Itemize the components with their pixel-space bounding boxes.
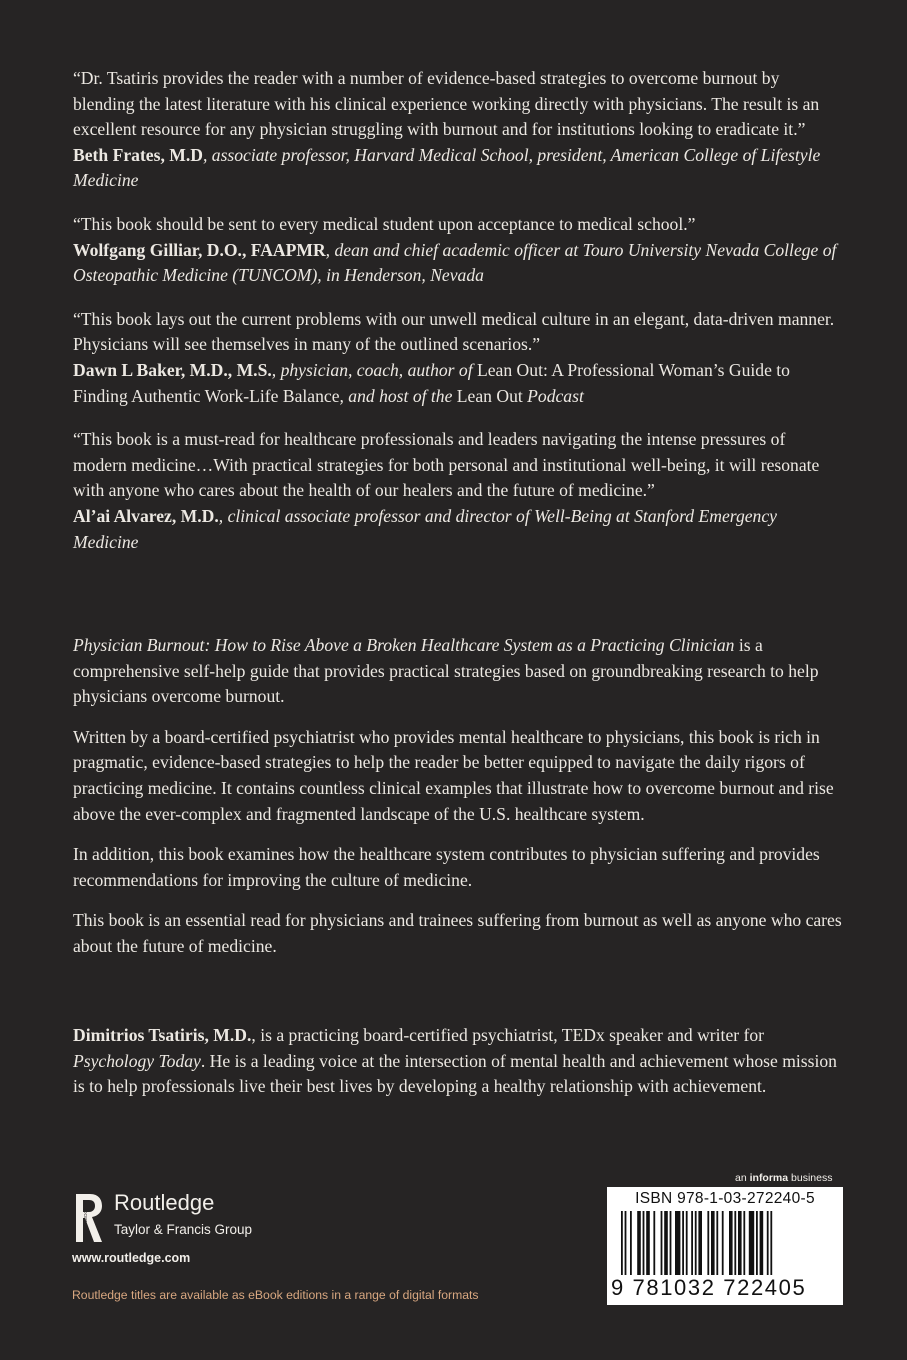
ebook-note: Routledge titles are available as eBook editions in a range of digital formats bbox=[72, 1288, 479, 1302]
blurb-baker bbox=[73, 307, 843, 409]
publisher-url[interactable]: www.routledge.com bbox=[72, 1251, 191, 1265]
barcode-bar bbox=[738, 1211, 742, 1283]
informa-suffix: business bbox=[788, 1172, 833, 1184]
barcode-bar bbox=[653, 1211, 655, 1283]
barcode-bar bbox=[698, 1211, 702, 1283]
blurb-alvarez bbox=[73, 427, 843, 555]
blurb-quote: “Dr. Tsatiris provides the reader with a number of evidence-based strategies to overcome burnout by blending the latest literature with his clinical experience working directly with physicians. The result is an excellent resource for any physician struggling with burnout and for institutions looking to eradicate it.” bbox=[73, 68, 820, 140]
routledge-logo-icon bbox=[72, 1192, 104, 1244]
blurb-role: , dean and chief academic officer at Touro University Nevada College of Osteopathic Medicine (TUNCOM), in Henderson, Nevada bbox=[73, 239, 837, 286]
blurb-quote: “This book lays out the current problems with our unwell medical culture in an elegant, data-driven manner. Physicians will see themselves in many of the outlined scenarios.” bbox=[73, 308, 835, 355]
blurb-quote: “This book is a must-read for healthcare professionals and leaders navigating the intense pressures of modern medicine…With practical strategies for both personal and institutional well-being, it will resonate with anyone who cares about the health of our healers and the future of medicine.” bbox=[73, 429, 820, 501]
blurb-role: , and host of the bbox=[339, 385, 457, 406]
barcode-bar bbox=[770, 1211, 772, 1283]
barcode-bar bbox=[734, 1211, 736, 1283]
isbn-label: ISBN 978-1-03-272240-5 bbox=[635, 1190, 815, 1207]
blurb-gilliar bbox=[73, 212, 843, 289]
author-name: Dimitrios Tsatiris, M.D. bbox=[73, 1025, 252, 1045]
barcode-digits: 9 781032 722405 bbox=[609, 1275, 843, 1301]
barcode-bar bbox=[621, 1211, 623, 1283]
bio-text: . He is a leading voice at the intersection of mental health and achievement whose mission is to help professionals live their best lives by developing a healthy relationship with achievement. bbox=[73, 1050, 837, 1097]
blurb-role: Podcast bbox=[522, 385, 584, 406]
barcode-bar bbox=[716, 1211, 718, 1283]
blurb-role: , associate professor, Harvard Medical School, president, American College of Lifestyle Medicine bbox=[73, 144, 821, 191]
description-paragraph bbox=[73, 633, 843, 710]
barcode-bar bbox=[661, 1211, 663, 1283]
barcode-bar bbox=[695, 1211, 697, 1283]
barcode-bar bbox=[749, 1211, 754, 1283]
barcode-bar bbox=[637, 1211, 641, 1283]
magazine-name: Psychology Today bbox=[73, 1050, 201, 1071]
barcode-bar bbox=[682, 1211, 684, 1283]
blurb-role: , clinical associate professor and director of Well-Being at Stanford Emergency Medicine bbox=[73, 505, 777, 552]
barcode-bar bbox=[707, 1211, 709, 1283]
description-paragraph: This book is an essential read for physicians and trainees suffering from burnout as well as anyone who cares about the future of medicine. bbox=[73, 910, 842, 956]
barcode-bar bbox=[643, 1211, 645, 1283]
barcode-bars bbox=[621, 1211, 829, 1283]
description-paragraph: Written by a board-certified psychiatrist who provides mental healthcare to physicians, this book is rich in pragmatic, evidence-based strategies to help the reader be better equipped to navigate the daily rigors of practicing medicine. It contains countless clinical examples that illustrate how to overcome burnout and rise above the ever-complex and fragmented landscape of the U.S. healthcare system. bbox=[73, 726, 834, 824]
book-title: Physician Burnout: How to Rise Above a Broken Healthcare System as a Practicing Clinician bbox=[73, 635, 735, 655]
blurb-author: Wolfgang Gilliar, D.O., FAAPMR bbox=[73, 239, 326, 260]
informa-tagline bbox=[735, 1172, 832, 1184]
barcode-bar bbox=[675, 1211, 680, 1283]
barcode-bar bbox=[664, 1211, 668, 1283]
blurb-author: Beth Frates, M.D bbox=[73, 144, 203, 165]
publisher-name: Routledge bbox=[114, 1190, 215, 1215]
barcode-bar bbox=[767, 1211, 769, 1283]
blurb-frates bbox=[73, 66, 843, 194]
barcode-bar bbox=[670, 1211, 672, 1283]
endorsements bbox=[73, 66, 843, 573]
barcode-bar bbox=[686, 1211, 688, 1283]
blurb-author: Al’ai Alvarez, M.D. bbox=[73, 505, 219, 526]
barcode-bar bbox=[729, 1211, 733, 1283]
publisher-block bbox=[72, 1190, 372, 1270]
blurb-podcast-title: Lean Out bbox=[456, 385, 523, 406]
barcode-bar bbox=[630, 1211, 632, 1283]
publisher-group: Taylor & Francis Group bbox=[114, 1222, 253, 1237]
description-text: is a comprehensive self-help guide that provides practical strategies based on groundbreaking research to help physicians overcome burnout. bbox=[73, 635, 819, 707]
barcode-bar bbox=[743, 1211, 745, 1283]
author-bio bbox=[73, 1023, 843, 1100]
logo-vertical-text: ROUTLEDGE bbox=[83, 1206, 88, 1235]
blurb-book-title: Lean Out: A Professional Woman’s Guide to Finding Authentic Work-Life Balance bbox=[73, 359, 790, 406]
barcode-bar bbox=[711, 1211, 715, 1283]
book-description bbox=[73, 633, 843, 975]
barcode-bar bbox=[625, 1211, 627, 1283]
informa-brand: informa bbox=[749, 1172, 789, 1184]
blurb-author: Dawn L Baker, M.D., M.S. bbox=[73, 359, 272, 380]
barcode-bar bbox=[756, 1211, 758, 1283]
barcode-bar bbox=[722, 1211, 724, 1283]
barcode-bar bbox=[691, 1211, 693, 1283]
bio-text: , is a practicing board-certified psychiatrist, TEDx speaker and writer for bbox=[251, 1025, 765, 1045]
blurb-role: , physician, coach, author of bbox=[271, 359, 477, 380]
barcode-bar bbox=[646, 1211, 650, 1283]
informa-prefix: an bbox=[735, 1172, 750, 1184]
blurb-quote: “This book should be sent to every medical student upon acceptance to medical school.” bbox=[73, 213, 696, 234]
isbn-barcode bbox=[607, 1187, 843, 1305]
description-paragraph: In addition, this book examines how the healthcare system contributes to physician suffering and provides recommendations for improving the culture of medicine. bbox=[73, 844, 820, 890]
barcode-bar bbox=[760, 1211, 764, 1283]
